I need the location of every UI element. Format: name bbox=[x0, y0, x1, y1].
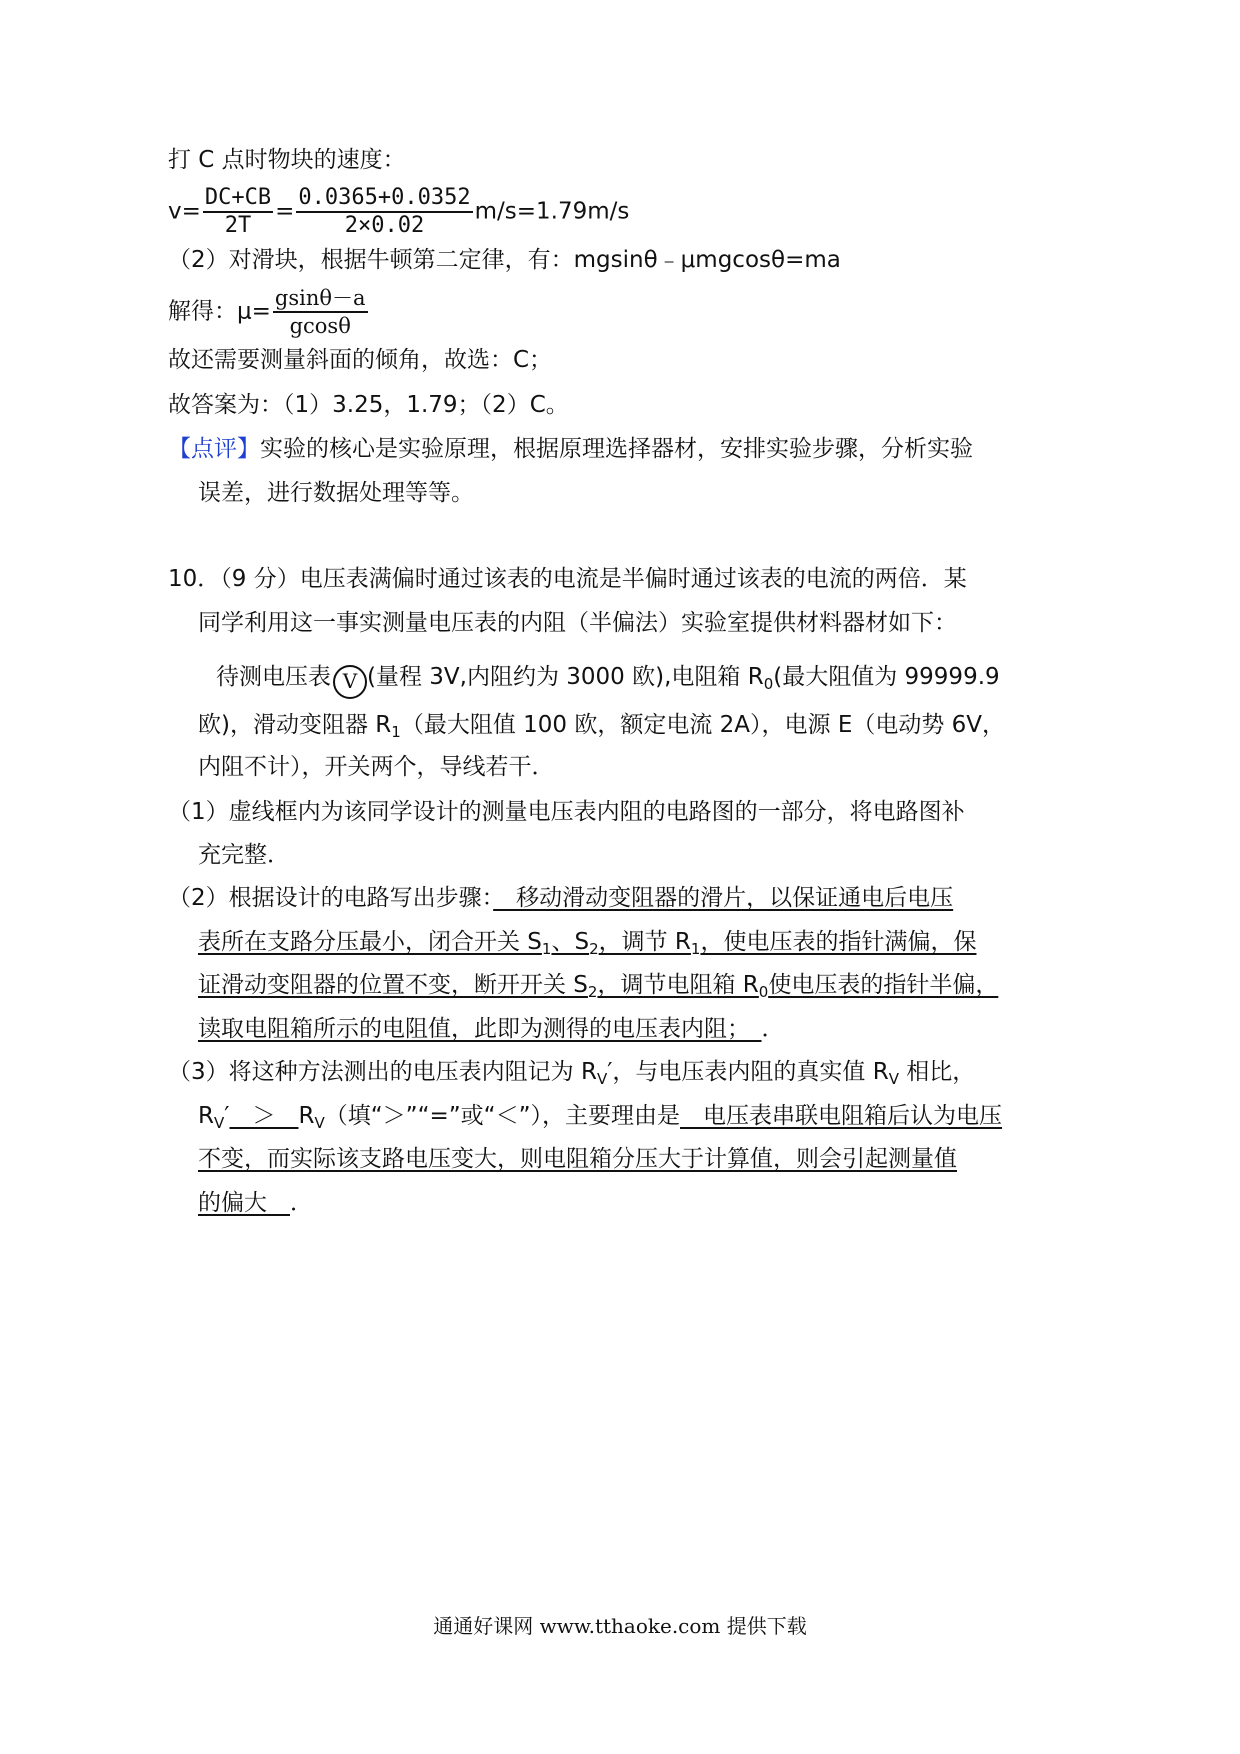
subscript: V bbox=[888, 1070, 899, 1088]
equip-text: （最大阻值 100 欧，额定电流 2A），电源 E（电动势 6V， bbox=[400, 712, 1006, 738]
subscript: 0 bbox=[758, 983, 769, 1001]
fraction-denominator: gcosθ bbox=[289, 314, 351, 338]
velocity-result: m/s=1.79m/s bbox=[474, 198, 630, 225]
part3-text: ′ bbox=[224, 1103, 230, 1129]
fraction-symbolic bbox=[203, 185, 273, 239]
equip-text: (量程 3V,内阻约为 3000 欧),电阻箱 R bbox=[367, 664, 764, 690]
equipment-line-3: 内阻不计），开关两个，导线若干． bbox=[198, 754, 555, 780]
answer-text: 表所在支路分压最小，闭合开关 S bbox=[198, 929, 542, 955]
solve-prefix: 解得：μ= bbox=[168, 298, 271, 325]
answer-text: ，调节 R bbox=[598, 929, 691, 955]
q10-line-2: 同学利用这一事实测量电压表的内阻（半偏法）实验室提供材料器材如下： bbox=[198, 610, 957, 636]
answer-underlined: 电压表串联电阻箱后认为电压 bbox=[680, 1103, 1002, 1129]
q10-part1-line-1: （1）虚线框内为该同学设计的测量电压表内阻的电路图的一部分，将电路图补 bbox=[168, 799, 965, 825]
answer-text: ，调节电阻箱 R bbox=[597, 972, 759, 998]
subscript: V bbox=[596, 1070, 608, 1088]
q10-part2-line-3 bbox=[198, 970, 998, 1007]
equals-sign: = bbox=[275, 198, 295, 225]
part3-text: R bbox=[298, 1103, 315, 1129]
v-lhs: v= bbox=[168, 198, 201, 225]
period: ． bbox=[761, 1016, 785, 1042]
part3-text: （填“＞”“=”或“＜”），主要理由是 bbox=[324, 1103, 680, 1129]
fraction-denominator: 2×0.02 bbox=[344, 213, 425, 238]
need-measure-line: 故还需要测量斜面的倾角，故选：C； bbox=[168, 347, 553, 373]
review-line bbox=[168, 434, 973, 464]
fraction-numeric bbox=[296, 185, 472, 239]
equip-text: 欧)，滑动变阻器 R bbox=[198, 712, 392, 738]
subscript: 2 bbox=[589, 940, 599, 958]
subscript: V bbox=[314, 1114, 325, 1132]
q10-part1-line-2: 充完整． bbox=[198, 842, 290, 868]
voltmeter-icon: V bbox=[333, 665, 367, 699]
review-tag: 【点评】 bbox=[168, 436, 260, 462]
equipment-line-2 bbox=[198, 710, 1005, 747]
fraction-denominator: 2T bbox=[224, 213, 252, 238]
page-footer: 通通好课网 www.tthaoke.com 提供下载 bbox=[433, 1614, 807, 1638]
q10-part3-line-3: 不变，而实际该支路电压变大，则电阻箱分压大于计算值，则会引起测量值 bbox=[198, 1146, 957, 1172]
q10-part2-line-4 bbox=[198, 1014, 785, 1044]
part3-text: R bbox=[198, 1103, 214, 1129]
answer-text: 、S bbox=[551, 929, 590, 955]
q10-part3-line-1 bbox=[168, 1057, 975, 1094]
mu-formula bbox=[168, 285, 370, 339]
answer-underlined: 移动滑动变阻器的滑片，以保证通电后电压 bbox=[493, 885, 954, 911]
c-speed-line: 打 C 点时物块的速度： bbox=[168, 147, 406, 173]
q10-part3-line-2 bbox=[198, 1101, 1002, 1138]
q10-part2-line-2 bbox=[198, 927, 976, 964]
mu-fraction bbox=[273, 285, 368, 339]
answer-underlined: 读取电阻箱所示的电阻值，此即为测得的电压表内阻； bbox=[198, 1016, 762, 1042]
review-text: 实验的核心是实验原理，根据原理选择器材，安排实验步骤，分析实验 bbox=[260, 436, 973, 462]
subscript: 1 bbox=[541, 940, 552, 958]
part3-text: ′，与电压表内阻的真实值 R bbox=[607, 1059, 889, 1085]
fraction-numerator: DC+CB bbox=[203, 185, 273, 213]
part3-text: （3）将这种方法测出的电压表内阻记为 R bbox=[168, 1059, 597, 1085]
answer-underlined: ＞ bbox=[229, 1103, 299, 1129]
subscript: V bbox=[213, 1114, 225, 1132]
review-line-2: 误差，进行数据处理等等。 bbox=[198, 480, 474, 506]
answer-text: 证滑动变阻器的位置不变，断开开关 S bbox=[198, 972, 588, 998]
answer-text: ，使电压表的指针满偏，保 bbox=[700, 929, 977, 955]
period: ． bbox=[290, 1190, 313, 1216]
subscript: 2 bbox=[587, 983, 598, 1001]
answer-text: 使电压表的指针半偏， bbox=[768, 972, 999, 998]
part3-text: 相比， bbox=[898, 1059, 976, 1085]
answer-underlined: 的偏大 bbox=[198, 1190, 290, 1216]
fraction-numerator: gsinθ－a bbox=[273, 285, 368, 313]
answer-line: 故答案为：（1）3.25，1.79；（2）C。 bbox=[168, 392, 569, 418]
subscript: 0 bbox=[763, 675, 774, 693]
q10-line-1: 10．（9 分）电压表满偏时通过该表的电流是半偏时通过该表的电流的两倍．某 bbox=[168, 566, 967, 592]
velocity-formula bbox=[168, 185, 629, 239]
part2-prefix: （2）根据设计的电路写出步骤： bbox=[168, 885, 494, 911]
part2-newton-law: （2）对滑块，根据牛顿第二定律，有：mgsinθ﹣μmgcosθ=ma bbox=[168, 247, 841, 273]
fraction-numerator: 0.0365+0.0352 bbox=[296, 185, 472, 213]
q10-part3-line-4 bbox=[198, 1188, 313, 1218]
subscript: 1 bbox=[690, 940, 701, 958]
equip-text: 待测电压表 bbox=[216, 664, 331, 690]
q10-part2-line-1 bbox=[168, 883, 953, 913]
subscript: 1 bbox=[391, 723, 401, 741]
equip-text: (最大阻值为 99999.9 bbox=[773, 664, 1000, 690]
equipment-line-1 bbox=[216, 662, 1000, 699]
